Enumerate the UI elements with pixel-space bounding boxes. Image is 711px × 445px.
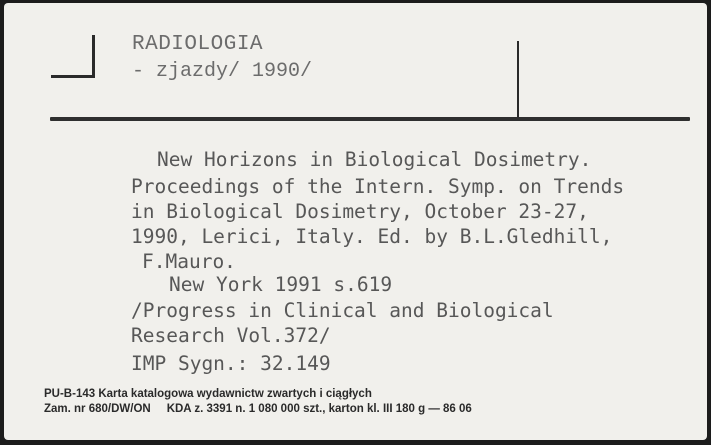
- corner-mark-vertical: [92, 35, 95, 78]
- corner-mark-horizontal: [51, 75, 95, 78]
- footer-form-title: PU-B-143 Karta katalogowa wydawnictw zwartych i ciągłych: [44, 388, 372, 400]
- subject-heading: RADIOLOGIA: [132, 33, 264, 56]
- header-divider: [517, 41, 519, 121]
- entry-line-4: 1990, Lerici, Italy. Ed. by B.L.Gledhill,: [131, 225, 613, 248]
- catalog-card: [4, 3, 707, 440]
- entry-line-8: Research Vol.372/: [131, 324, 331, 347]
- entry-line-3: in Biological Dosimetry, October 23-27,: [131, 200, 589, 223]
- horizontal-rule: [50, 117, 690, 121]
- entry-line-7: /Progress in Clinical and Biological: [131, 299, 554, 322]
- entry-line-1: New Horizons in Biological Dosimetry.: [157, 148, 592, 171]
- call-number: IMP Sygn.: 32.149: [131, 352, 331, 375]
- entry-line-6: New York 1991 s.619: [169, 273, 393, 296]
- footer-print-info: Zam. nr 680/DW/ON KDA z. 3391 n. 1 080 000 szt., karton kl. III 180 g — 86 06: [44, 403, 472, 415]
- entry-line-2: Proceedings of the Intern. Symp. on Trends: [131, 175, 625, 198]
- subject-subheading: - zjazdy/ 1990/: [132, 60, 313, 83]
- entry-line-5: F.Mauro.: [142, 250, 236, 273]
